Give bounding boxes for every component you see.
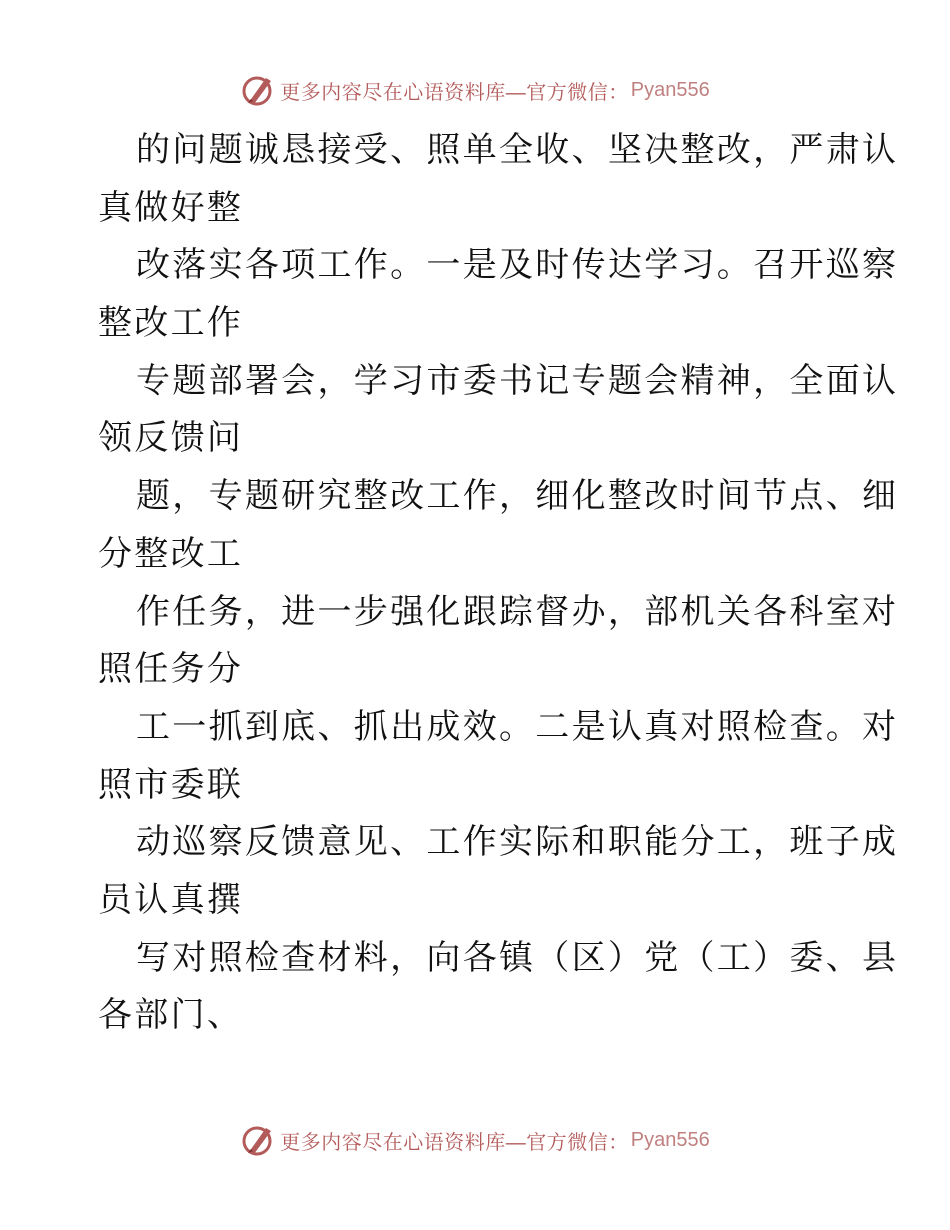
paragraph-line: 作任务，进一步强化跟踪督办，部机关各科室对: [136, 591, 899, 632]
paragraph-line: 专题部署会，学习市委书记专题会精神，全面认: [136, 360, 899, 401]
paragraph-line: 真做好整: [98, 187, 244, 228]
paragraph-line: 的问题诚恳接受、照单全收、坚决整改，严肃认: [136, 130, 899, 170]
document-body: [98, 122, 899, 1045]
paragraph-line: 整改工作: [98, 303, 244, 344]
paragraph-line: 动巡察反馈意见、工作实际和职能分工，班子成: [136, 822, 899, 863]
paragraph-line: 各部门、: [98, 995, 244, 1036]
watermark-text: 更多内容尽在心语资料库—官方微信：: [280, 81, 629, 104]
paragraph-line: 改落实各项工作。一是及时传达学习。召开巡察: [136, 245, 899, 286]
paragraph-line: 工一抓到底、抓出成效。二是认真对照检查。对: [136, 706, 899, 747]
pen-logo-icon: [240, 1122, 276, 1158]
pen-logo-icon: [240, 72, 276, 108]
watermark-wechat-id: Pyan556: [630, 1128, 710, 1151]
paragraph-line: 照市委联: [98, 764, 244, 805]
paragraph-line: 员认真撰: [98, 879, 244, 920]
paragraph-line: 照任务分: [98, 649, 244, 690]
watermark-text: 更多内容尽在心语资料库—官方微信：: [280, 1131, 629, 1154]
header-watermark: [0, 70, 950, 110]
watermark-wechat-id: Pyan556: [630, 78, 710, 101]
paragraph-line: 领反馈问: [98, 418, 244, 459]
footer-watermark: [0, 1120, 950, 1160]
paragraph-line: 写对照检查材料，向各镇（区）党（工）委、县: [136, 937, 899, 978]
paragraph-line: 题，专题研究整改工作，细化整改时间节点、细: [136, 476, 899, 517]
paragraph-line: 分整改工: [98, 533, 244, 574]
